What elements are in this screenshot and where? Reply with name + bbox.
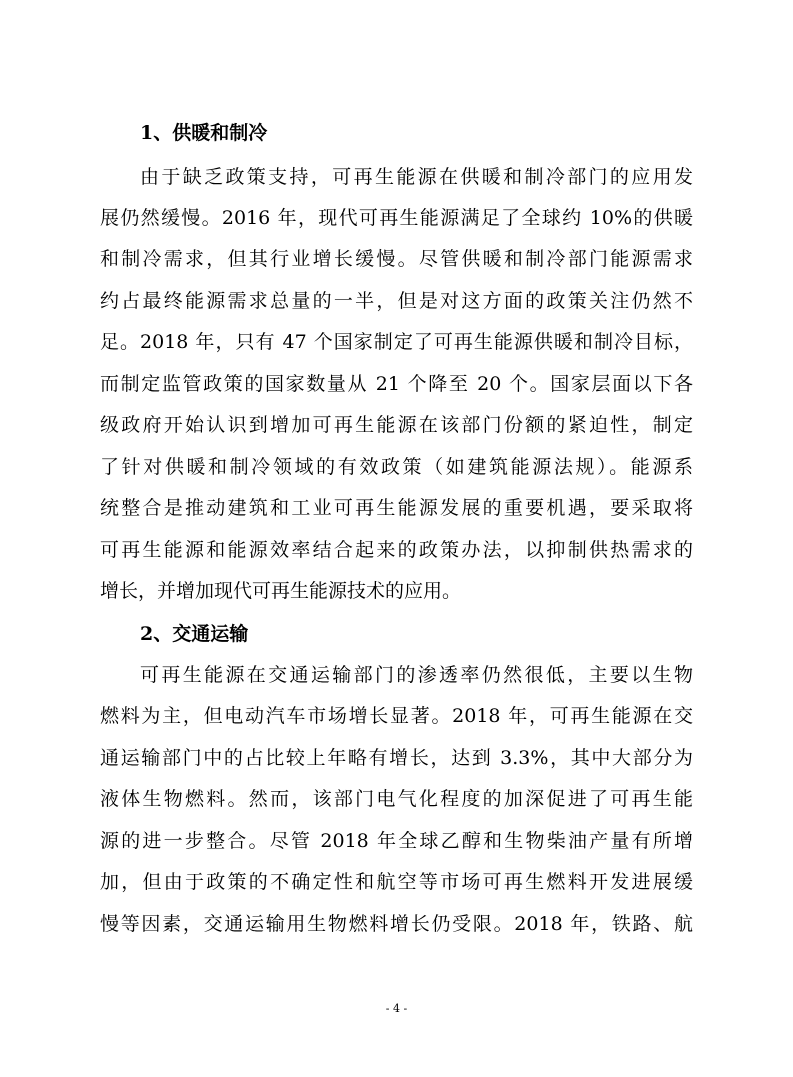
- page-number: - 4 -: [385, 1002, 408, 1015]
- paragraph-line: 了针对供暖和制冷领域的有效政策（如建筑能源法规）。能源系: [100, 456, 693, 478]
- paragraph-line: 液体生物燃料。然而，该部门电气化程度的加深促进了可再生能: [100, 788, 693, 810]
- section-heading-transport: 2、交通运输: [140, 623, 249, 645]
- section-heading-heating-cooling: 1、供暖和制冷: [140, 122, 268, 144]
- paragraph-line: 展仍然缓慢。2016 年，现代可再生能源满足了全球约 10%的供暖: [100, 207, 693, 229]
- paragraph-line: 源的进一步整合。尽管 2018 年全球乙醇和生物柴油产量有所增: [100, 830, 693, 852]
- paragraph-line: 统整合是推动建筑和工业可再生能源发展的重要机遇，要采取将: [100, 497, 693, 519]
- paragraph-line: 增长，并增加现代可再生能源技术的应用。: [100, 580, 462, 602]
- paragraph-line: 可再生能源在交通运输部门的渗透率仍然很低，主要以生物: [140, 664, 693, 686]
- paragraph-line: 由于缺乏政策支持，可再生能源在供暖和制冷部门的应用发: [140, 166, 693, 188]
- paragraph-line: 足。2018 年，只有 47 个国家制定了可再生能源供暖和制冷目标，: [100, 331, 693, 353]
- paragraph-line: 可再生能源和能源效率结合起来的政策办法，以抑制供热需求的: [100, 539, 693, 561]
- paragraph-line: 燃料为主，但电动汽车市场增长显著。2018 年，可再生能源在交: [100, 705, 693, 727]
- paragraph-line: 和制冷需求，但其行业增长缓慢。尽管供暖和制冷部门能源需求: [100, 248, 693, 270]
- paragraph-line: 加，但由于政策的不确定性和航空等市场可再生燃料开发进展缓: [100, 871, 693, 893]
- paragraph-line: 而制定监管政策的国家数量从 21 个降至 20 个。国家层面以下各: [100, 373, 693, 395]
- paragraph-line: 约占最终能源需求总量的一半，但是对这方面的政策关注仍然不: [100, 290, 693, 312]
- paragraph-line: 通运输部门中的占比较上年略有增长，达到 3.3%，其中大部分为: [100, 747, 693, 769]
- paragraph-line: 慢等因素，交通运输用生物燃料增长仍受限。2018 年，铁路、航: [100, 913, 693, 935]
- paragraph-line: 级政府开始认识到增加可再生能源在该部门份额的紧迫性，制定: [100, 414, 693, 436]
